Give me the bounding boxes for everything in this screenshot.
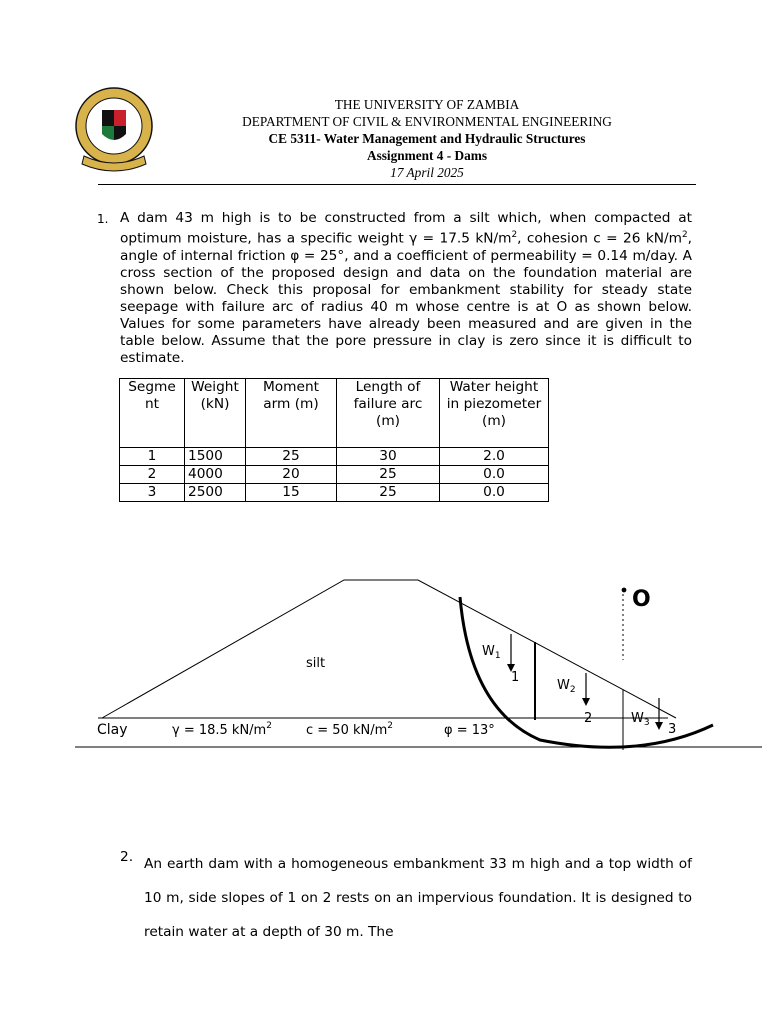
embankment-outline [102,580,676,718]
clay-label: Clay [97,722,128,738]
centre-label: O [632,587,651,612]
col-water-height: Water height in piezometer (m) [440,379,549,448]
col-weight: Weight (kN) [185,379,246,448]
table-cell: 2 [120,466,185,484]
clay-friction-angle: φ = 13° [444,723,495,738]
clay-unit-weight: γ = 18.5 $kN/m^2$ [172,721,272,738]
table-row [120,448,549,466]
table-cell: 2500 [185,484,246,502]
table-cell: 30 [337,448,440,466]
segment-number-1: 1 [511,670,520,685]
weight-label-3: $W_3$ [631,711,650,728]
table-cell: 25 [246,448,337,466]
weight-label-1: $W_1$ [482,644,501,661]
assignment-date: 17 April 2025 [390,165,464,180]
question-1-number: 1. [97,212,109,226]
university-name: THE UNIVERSITY OF ZAMBIA [334,97,520,112]
table-cell: 25 [337,484,440,502]
table-cell: 0.0 [440,484,549,502]
university-logo [74,86,154,176]
segment-number-3: 3 [668,722,677,737]
segment-data-table [119,378,549,502]
clay-cohesion: c = 50 $kN/m^2$ [306,721,394,738]
question-2-text: An earth dam with a homogeneous embankment 33 m high and a top width of 10 m, side slopes of 1 on 2 rests on an impervious foundation. It is designed to retain water at a depth of 30 m. The [144,856,692,940]
table-cell: 3 [120,484,185,502]
table-cell: 15 [246,484,337,502]
course-title: CE 5311- Water Management and Hydraulic Structures [268,131,586,146]
department-name: DEPARTMENT OF CIVIL & ENVIRONMENTAL ENGINEERING [242,114,612,129]
table-cell: 1500 [185,448,246,466]
assignment-title: Assignment 4 - Dams [366,148,488,163]
table-row [120,466,549,484]
centre-point [622,588,627,593]
weight-label-2: $W_2$ [557,678,576,695]
table-cell: 1 [120,448,185,466]
dam-cross-section-diagram [0,560,768,760]
col-arc-length: Length of failure arc (m) [337,379,440,448]
header-divider [98,184,696,185]
table-cell: 25 [337,466,440,484]
col-segment: Segme nt [120,379,185,448]
document-header [180,96,674,181]
col-moment-arm: Moment arm (m) [246,379,337,448]
table-cell: 20 [246,466,337,484]
table-row [120,484,549,502]
question-2-number: 2. [120,849,134,865]
table-cell: 0.0 [440,466,549,484]
silt-label: silt [306,656,326,671]
table-cell: 4000 [185,466,246,484]
table-header-row [120,379,549,448]
table-cell: 2.0 [440,448,549,466]
question-1-text: A dam 43 m high is to be constructed from a silt which, when compacted at optimum moisture, has a specific weight γ = 17.5 $kN/m^2$, cohesion c = 26 $kN/m^2$, angle of internal friction φ = 25°, and a coefficient of permeability = 0.14 m/day. A cross section of the proposed design and data on the foundation material are shown below. Check this proposal for embankment stability for steady state seepage with failure arc of radius 40 m whose centre is at O as shown below. Values for some parameters have already been measured and are given in the table below. Assume that the pore pressure in clay is zero since it is difficult to estimate. [120,210,692,367]
segment-number-2: 2 [584,711,593,726]
